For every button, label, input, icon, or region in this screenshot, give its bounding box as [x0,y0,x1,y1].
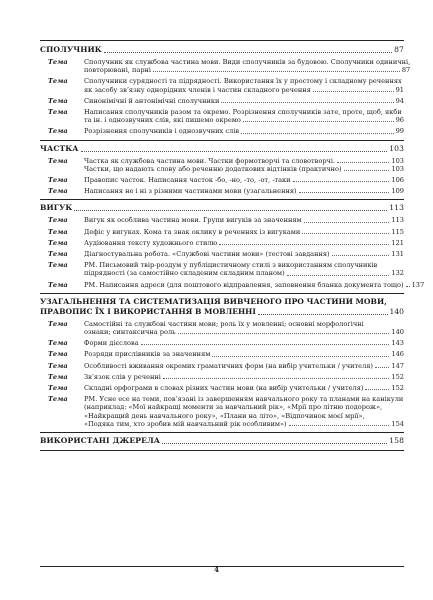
dot-leader [302,233,389,234]
entry-text: як засобу зв’язку однорідних членів і частин складного речення [84,85,311,94]
entry-label: Тема [48,187,68,196]
dot-leader [289,425,390,426]
toc-section-summary [40,294,404,428]
toc-entry [40,97,404,105]
entry-text: повторювані, парні [84,66,152,75]
entry-label: Тема [48,319,68,328]
entry-label: Тема [48,238,68,247]
entry-label: Тема [48,176,68,185]
entry-text: «Найкращий день навчального року», «Плани на літо», «Відпочинок моєї мрії», [84,411,365,420]
entry-text: Правопис часток. Написання часток -бо, -но, -то, -от, -таки [84,176,291,185]
section-page: 87 [394,45,404,54]
section-heading [40,294,404,317]
entry-label: Тема [48,261,68,270]
entry-page: 147 [391,361,404,370]
toc-entry [40,216,404,224]
section-title: ВИКОРИСТАНІ ДЖЕРЕЛА [40,436,161,446]
section-title: ПРАВОПИС ЇХ І ВИКОРИСТАННЯ В МОВЛЕННІ [40,306,256,316]
entry-text: Самостійні та службові частини мови; роль їх у мовленні; основні морфологічні [84,319,364,328]
entry-text: Діагностувальна робота. «Службові частини мови» (тестові завдання) [84,250,330,259]
entry-text: Розряди прислівників за значенням [84,350,211,359]
entry-page: 143 [391,339,404,348]
dot-leader [287,275,390,276]
section-page: 103 [389,143,404,153]
section-title: УЗАГАЛЬНЕННЯ ТА СИСТЕМАТИЗАЦІЯ ВИВЧЕНОГО ПРО ЧАСТИНИ МОВИ, [40,296,387,306]
dot-leader [299,192,390,193]
entry-label: Тема [48,216,68,225]
entry-text: Сполучники сурядності та підрядності. Використання їх у простому і складному реченнях [84,77,402,86]
toc-entry [40,127,404,135]
entry-label: Тема [48,372,68,381]
entry-text: Написання сполучників разом та окремо. Розрізнення сполучників зате, проте, щоб, якби [84,108,402,117]
entry-page: 121 [391,238,404,247]
entry-text: РМ. Письмовий твір-роздум у публіцистичному стилі з використанням сполучників [84,261,378,270]
entry-label: Тема [48,108,68,117]
page-number: 4 [214,565,219,574]
entry-page: 99 [395,127,404,136]
entry-page: 152 [391,372,404,381]
entry-label: Тема [48,395,68,404]
entry-label: Тема [48,127,68,136]
entry-label: Тема [48,250,68,259]
entry-text: Форми дієслова [84,339,139,348]
toc-entry [40,261,404,277]
toc-entry [40,176,404,184]
dot-leader [344,170,390,171]
entry-text: Частка як службова частина мови. Частки формотворчі та словотворчі. [84,156,336,165]
dot-leader [293,181,390,182]
section-page: 113 [389,203,404,213]
toc-entry [40,77,404,93]
entry-text: «Подякa тим, хто зробив мій навчальний рік особливим») [84,419,287,428]
entry-text: Аудіювання тексту художнього стилю [84,238,218,247]
toc-entry [40,384,404,392]
dot-leader [162,443,387,444]
table-of-contents [40,40,425,451]
entry-text: Особливості вживання окремих граматичних форм (на вибір учительки / учителя) [84,361,374,370]
dot-leader [163,378,389,379]
toc-entry [40,395,404,428]
dot-leader [178,333,390,334]
entry-text: Дефіс у вигуках. Кома та знак оклику в реченнях із вигуками [84,227,301,236]
toc-entry [40,280,425,289]
dot-leader [241,133,394,134]
dot-leader [313,91,394,92]
entry-text: Синонімічні й антонімічні сполучники [84,96,220,105]
entry-text: (наприклад: «Мої найкращі моменти за навчальний рік», «Мрії про літню подорож», [84,403,383,412]
dot-leader [74,210,387,211]
section-title: СПОЛУЧНИК [40,45,102,54]
entry-label: Тема [48,361,68,370]
entry-text: Розрізнення сполучників і однозвучних слів [84,127,240,136]
entry-text: Написання не і ні з різними частинами мови (узагальнення) [84,187,297,196]
section-divider [40,450,404,451]
dot-leader [219,244,389,245]
entry-page: 146 [391,350,404,359]
entry-page: 132 [391,269,404,278]
entry-label: Тема [48,156,68,165]
entry-label: Тема [48,58,68,66]
dot-leader [104,52,392,53]
entry-text: РМ. Усне есе на теми, пов’язані із завершенням навчального року та планами на канікули [84,395,404,404]
dot-leader [221,102,393,103]
entry-text: Сполучник як службова частина мови. Види сполучників за будовою. Сполучники одиничні, [84,58,411,66]
dot-leader [258,314,388,315]
dot-leader [153,71,400,72]
toc-section-sources [40,433,404,450]
dot-leader [406,286,410,287]
toc-entry [40,187,404,195]
toc-entry [40,228,404,236]
entry-page: 96 [395,116,404,125]
section-heading [40,433,404,450]
section-heading [40,141,404,154]
toc-entry [40,362,404,370]
dot-leader [212,356,389,357]
toc-entry [40,373,404,381]
entry-text: Вигук як особлива частина мови. Групи вигуків за значенням [84,216,302,225]
dot-leader [365,389,389,390]
entry-label: Тема [48,339,68,348]
dot-leader [337,162,389,163]
toc-entry [40,350,404,358]
dot-leader [141,344,390,345]
entry-text: підрядності (за самостійно складеним складним планом) [84,269,285,278]
entry-page: 113 [391,216,404,225]
entry-page: 140 [391,328,404,337]
section-heading [40,200,404,213]
entry-label: Тема [48,384,68,393]
entry-page: 154 [391,419,404,428]
toc-entry [40,339,404,347]
section-page: 158 [389,436,404,446]
toc-entry [40,58,411,75]
toc-section-particle [40,141,404,196]
toc-section-interjection [40,200,425,289]
toc-section-conjunction [40,41,411,136]
section-title: ВИГУК [40,203,73,213]
entry-label: Тема [48,350,68,359]
section-title: ЧАСТКА [40,143,79,153]
entry-page: 109 [391,187,404,196]
entry-page: 87 [401,66,411,75]
dot-leader [332,255,390,256]
dot-leader [243,121,394,122]
entry-text: Складні орфограми в словах різних частин мови (на вибір учительки / учителя) [84,384,364,393]
entry-page: 152 [391,384,404,393]
dot-leader [375,367,389,368]
entry-page: 106 [391,176,404,185]
entry-page: 115 [391,227,404,236]
entry-page: 94 [395,96,404,105]
toc-entry [40,250,404,258]
toc-entry [40,239,404,247]
section-page: 140 [389,306,404,316]
toc-entry [40,108,404,124]
entry-text: ознаки; синтаксична роль [84,328,176,337]
entry-page: 103 [391,156,404,165]
entry-label: Тема [48,96,68,105]
dot-leader [304,222,390,223]
entry-label: Тема [48,77,68,86]
entry-label: Тема [48,280,68,289]
entry-label: Тема [48,227,68,236]
entry-text: Частки, що надають слову або реченню додаткових відтінків (практично) [84,164,342,173]
entry-page: 131 [391,250,404,259]
entry-page: 103 [391,164,404,173]
entry-text: РМ. Написання адреси (для поштового відправлення, заповнення бланка документа тощо) [84,280,404,289]
entry-page: 91 [395,85,404,94]
entry-text: та ін. і однозвучних слів, які пишемо окремо [84,116,241,125]
dot-leader [81,151,388,152]
entry-page: 137 [411,280,425,289]
entry-text: Зв’язок слів у реченні [84,372,161,381]
toc-entry [40,320,404,336]
toc-entry [40,157,404,173]
section-heading [40,41,404,55]
